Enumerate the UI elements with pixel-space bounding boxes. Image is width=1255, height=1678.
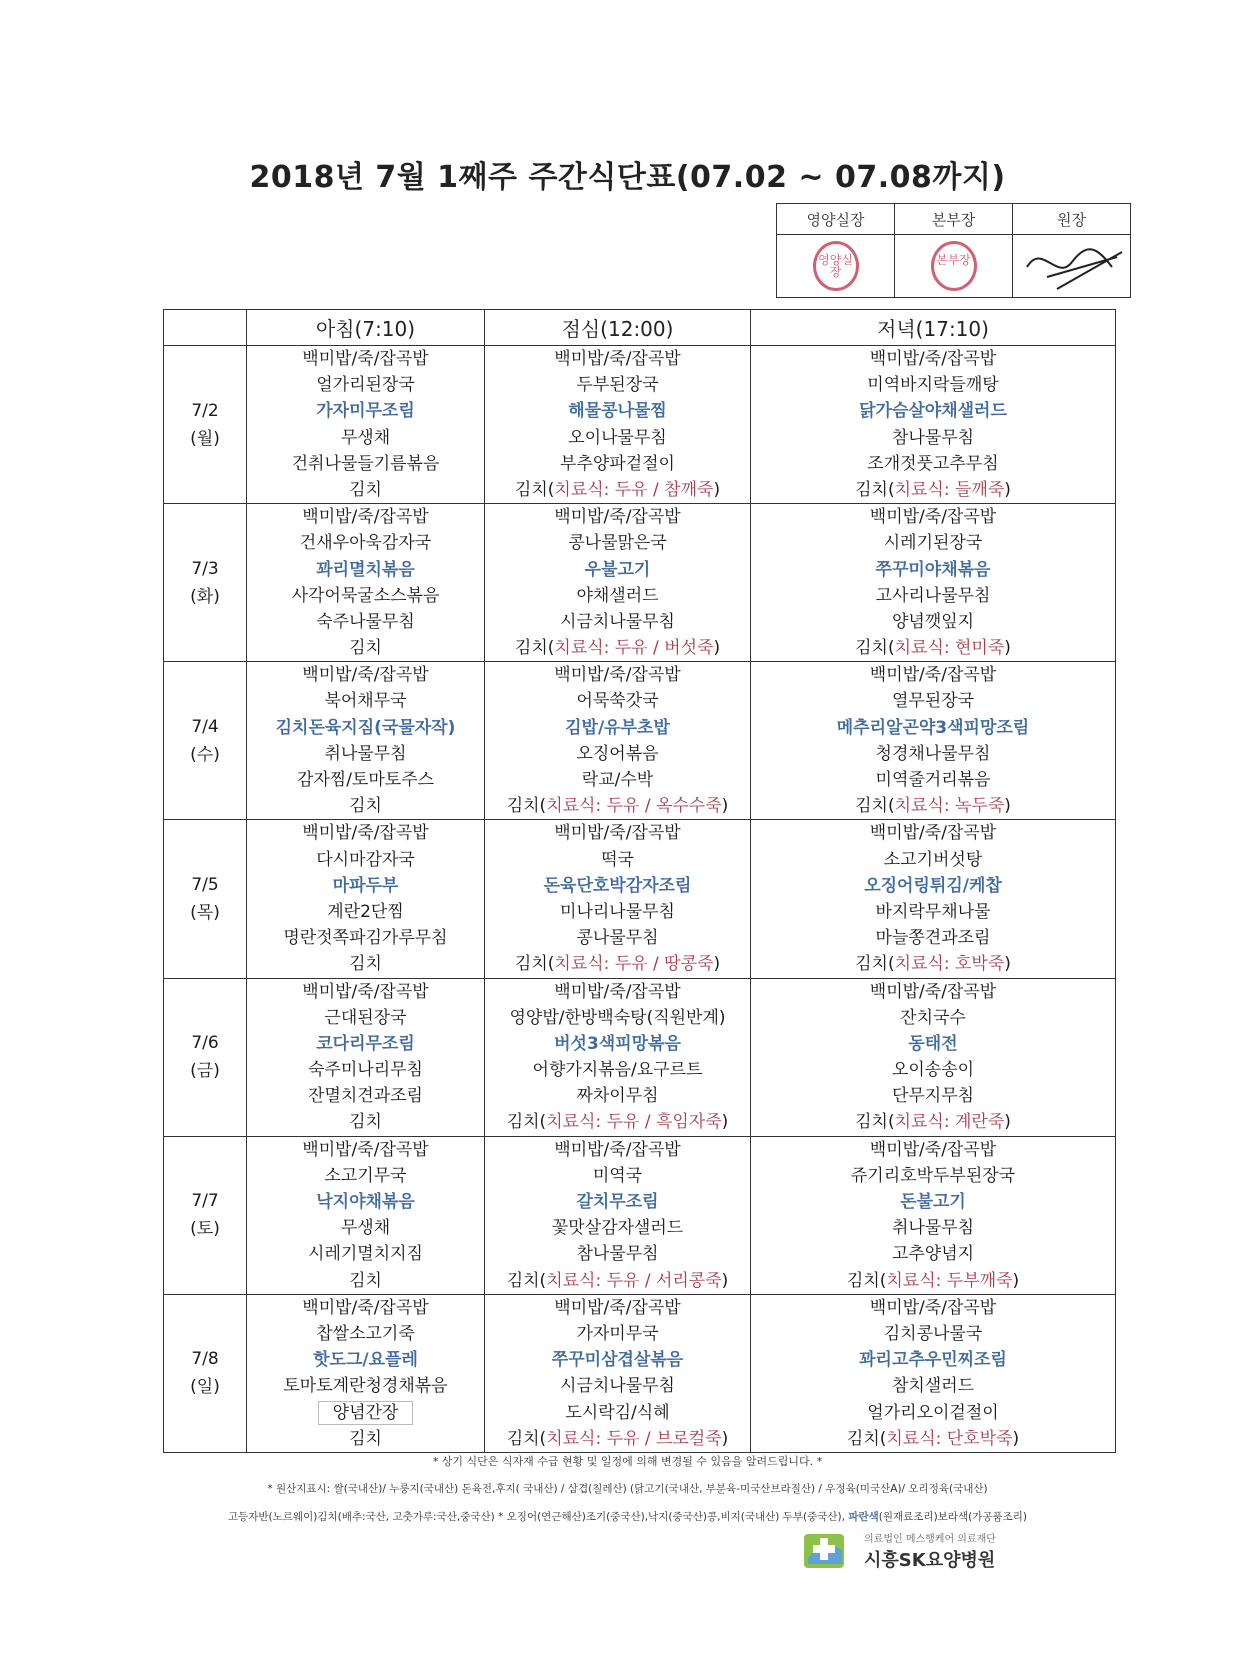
lunch-cell	[485, 978, 751, 1136]
hospital-logo	[802, 1530, 1062, 1580]
header-dinner: 저녁(17:10)	[751, 310, 1116, 346]
menu-item: 미나리나물무침	[560, 901, 675, 922]
menu-item: 김치콩나물국	[883, 1323, 983, 1344]
kimchi-therapy-item: 김치(치료식: 두유 / 버섯죽)	[514, 638, 721, 659]
main-dish: 김치돈육지짐(국물자작)	[275, 717, 456, 738]
therapy-note: 치료식: 두유 / 참깨죽	[554, 479, 714, 500]
dinner-cell	[751, 1136, 1116, 1294]
menu-item: 바지락무채나물	[875, 901, 991, 922]
day-row	[164, 662, 1116, 820]
menu-item: 김치	[349, 954, 382, 975]
header-lunch: 점심(12:00)	[485, 310, 751, 346]
day-row	[164, 1294, 1116, 1452]
lunch-cell	[485, 820, 751, 978]
main-dish: 핫도그/요플레	[313, 1350, 418, 1371]
menu-item: 취나물무침	[891, 1218, 975, 1239]
main-dish: 갈치무조림	[576, 1192, 659, 1212]
menu-item: 북어채무국	[324, 691, 407, 712]
approval-role-head: 원장	[1013, 204, 1131, 235]
menu-item: 김치	[349, 638, 382, 659]
day-weekday: (일)	[190, 1377, 220, 1398]
kimchi-therapy-item: 김치(치료식: 현미죽)	[855, 638, 1011, 659]
menu-item: 시레기멸치지짐	[308, 1244, 423, 1265]
day-weekday: (목)	[190, 902, 220, 923]
menu-item: 다시마감자국	[316, 849, 415, 870]
menu-item: 소고기무국	[324, 1165, 407, 1186]
menu-item: 양념간장	[247, 1400, 484, 1426]
day-label	[164, 346, 247, 504]
dinner-cell	[751, 820, 1116, 978]
kimchi-therapy-item: 김치(치료식: 두유 / 옥수수죽)	[506, 796, 729, 817]
menu-item: 얼가리된장국	[316, 375, 415, 396]
menu-item: 백미밥/죽/잡곡밥	[869, 981, 997, 1002]
kimchi-therapy-item: 김치(치료식: 두유 / 서리콩죽)	[506, 1270, 729, 1291]
lunch-cell	[485, 346, 751, 504]
therapy-note: 치료식: 호박죽	[894, 954, 1005, 975]
menu-item: 명란젓쪽파김가루무침	[283, 928, 448, 949]
menu-item: 얼가리오이겉절이	[867, 1402, 999, 1423]
menu-item: 시레기된장국	[883, 533, 983, 554]
kimchi-therapy-item: 김치(치료식: 녹두죽)	[855, 796, 1011, 817]
kimchi-therapy-item: 김치(치료식: 두유 / 땅콩죽)	[514, 954, 721, 975]
origin-notice-2: 고등자반(노르웨이)김치(배추:국산, 고춧가루:국산,중국산) * 오징어(연근해산)조기(중국산),낙지(중국산)콩,비지(국내산) 두부(중국산), 파란색(원재료조리)보라색(가공품조리)	[227, 1511, 1028, 1523]
menu-item: 백미밥/죽/잡곡밥	[869, 1297, 997, 1318]
menu-item: 콩나물맑은국	[568, 533, 667, 554]
menu-item: 콩나물무침	[576, 928, 659, 949]
breakfast-cell	[247, 1136, 485, 1294]
kimchi-therapy-item: 김치(치료식: 두유 / 참깨죽)	[514, 479, 721, 500]
origin-notice-1: * 원산지표시: 쌀(국내산)/ 누룽지(국내산) 돈육전,후지( 국내산) / 삼겹(칠레산) (닭고기(국내산, 부분육-미국산브라질산) / 우정육(미국산A)/ 오리정육(국내산)	[267, 1483, 988, 1495]
day-label	[164, 978, 247, 1136]
kimchi-therapy-item: 김치(치료식: 들깨죽)	[855, 479, 1011, 500]
menu-item: 꽃맛살감자샐러드	[551, 1218, 684, 1239]
approval-stamp-cell-2	[895, 235, 1013, 298]
breakfast-cell	[247, 504, 485, 662]
menu-item: 백미밥/죽/잡곡밥	[554, 665, 681, 686]
day-weekday: (화)	[190, 586, 220, 607]
menu-item: 백미밥/죽/잡곡밥	[554, 507, 681, 528]
menu-item: 백미밥/죽/잡곡밥	[869, 349, 997, 369]
approval-role-director: 본부장	[895, 204, 1013, 235]
menu-item: 김치	[349, 1428, 382, 1449]
day-date: 7/8	[191, 1349, 219, 1370]
menu-item: 김치	[349, 1112, 382, 1133]
main-dish: 메추리알곤약3색피망조림	[836, 717, 1030, 738]
main-dish: 가자미무조림	[316, 401, 415, 422]
menu-item: 오이송송이	[891, 1060, 975, 1081]
menu-item: 시금치나물무침	[560, 611, 675, 632]
lunch-cell	[485, 1136, 751, 1294]
menu-item: 떡국	[601, 849, 634, 870]
menu-item: 건취나물들기름볶음	[291, 453, 440, 474]
menu-item: 감자찜/토마토주스	[296, 770, 435, 790]
header-day	[164, 310, 247, 346]
breakfast-cell	[247, 820, 485, 978]
main-dish: 돈육단호박감자조림	[543, 875, 692, 896]
main-dish: 쭈꾸미삼겹살볶음	[551, 1350, 684, 1371]
therapy-note: 치료식: 두유 / 버섯죽	[554, 638, 714, 659]
hospital-logo-icon	[802, 1530, 848, 1572]
menu-item: 무생채	[340, 427, 391, 448]
weekly-menu-table	[163, 309, 1116, 1453]
menu-item: 미역바지락들깨탕	[867, 375, 999, 396]
menu-item: 가자미무국	[576, 1323, 659, 1344]
day-row	[164, 346, 1116, 504]
menu-item: 영양밥/한방백숙탕(직원반계)	[509, 1007, 726, 1028]
approval-signature-cell	[1013, 235, 1131, 298]
menu-item: 백미밥/죽/잡곡밥	[302, 349, 429, 369]
main-dish: 해물콩나물찜	[568, 401, 667, 422]
menu-item: 고추양념지	[891, 1244, 975, 1265]
logo-subtitle: 의료법인 메스행케어 의료재단	[864, 1534, 996, 1545]
therapy-note: 치료식: 두유 / 브로컬죽	[546, 1428, 722, 1449]
therapy-note: 치료식: 두유 / 땅콩죽	[554, 954, 714, 975]
kimchi-therapy-item: 김치(치료식: 단호박죽)	[846, 1428, 1020, 1449]
menu-item: 시금치나물무침	[560, 1376, 675, 1397]
main-dish: 돈불고기	[900, 1192, 966, 1212]
menu-item: 잔치국수	[900, 1007, 966, 1028]
main-dish: 쭈꾸미야채볶음	[875, 559, 991, 580]
menu-item: 소고기버섯탕	[883, 849, 983, 870]
page-title: 2018년 7월 1째주 주간식단표(07.02 ~ 07.08까지)	[249, 160, 1006, 195]
day-weekday: (금)	[190, 1061, 220, 1082]
day-label	[164, 504, 247, 662]
breakfast-cell	[247, 1294, 485, 1452]
main-dish: 우불고기	[584, 559, 651, 580]
menu-item: 숙주미나리무침	[308, 1060, 423, 1081]
dinner-cell	[751, 662, 1116, 820]
menu-item: 백미밥/죽/잡곡밥	[554, 349, 681, 369]
kimchi-therapy-item: 김치(치료식: 두유 / 브로컬죽)	[506, 1428, 729, 1449]
kimchi-therapy-item: 김치(치료식: 호박죽)	[855, 954, 1011, 975]
menu-item: 오징어볶음	[576, 743, 659, 764]
day-weekday: (월)	[190, 428, 220, 449]
menu-item: 오이나물무침	[568, 427, 667, 448]
day-label	[164, 1294, 247, 1452]
menu-item: 김치	[349, 796, 382, 817]
menu-item: 백미밥/죽/잡곡밥	[869, 507, 997, 528]
menu-item: 취나물무침	[324, 743, 407, 764]
menu-item: 백미밥/죽/잡곡밥	[554, 823, 681, 844]
menu-item: 어향가지볶음/요구르트	[532, 1060, 703, 1081]
day-label	[164, 1136, 247, 1294]
menu-item: 두부된장국	[576, 375, 659, 396]
menu-item: 백미밥/죽/잡곡밥	[554, 981, 681, 1002]
therapy-note: 치료식: 두유 / 서리콩죽	[546, 1270, 722, 1291]
menu-item: 어묵쑥갓국	[576, 691, 659, 712]
day-row	[164, 820, 1116, 978]
therapy-note: 치료식: 계란죽	[894, 1112, 1005, 1133]
menu-item: 백미밥/죽/잡곡밥	[869, 665, 997, 686]
day-weekday: (토)	[190, 1219, 220, 1240]
day-weekday: (수)	[190, 744, 220, 765]
dinner-cell	[751, 1294, 1116, 1452]
day-label	[164, 662, 247, 820]
menu-item: 양념깻잎지	[891, 611, 975, 632]
day-date: 7/4	[191, 716, 219, 737]
main-dish: 꽈리고추우민찌조림	[859, 1350, 1007, 1371]
main-dish: 오징어링튀김/케찹	[864, 875, 1002, 896]
menu-item: 조개젓풋고추무침	[867, 453, 999, 474]
day-row	[164, 1136, 1116, 1294]
therapy-note: 치료식: 들깨죽	[894, 479, 1005, 500]
change-notice: * 상기 식단은 식자재 수급 현황 및 일정에 의해 변경될 수 있음을 알려드립니다. *	[432, 1455, 823, 1468]
therapy-note: 치료식: 단호박죽	[886, 1428, 1013, 1449]
menu-item: 부추양파겉절이	[560, 453, 675, 474]
menu-item: 백미밥/죽/잡곡밥	[302, 507, 429, 528]
menu-item: 잔멸치견과조림	[308, 1086, 423, 1107]
menu-item: 백미밥/죽/잡곡밥	[302, 1297, 429, 1318]
day-date: 7/2	[191, 400, 219, 421]
header-breakfast: 아침(7:10)	[247, 310, 485, 346]
main-dish: 코다리무조림	[316, 1033, 415, 1054]
lunch-cell	[485, 662, 751, 820]
menu-item: 근대된장국	[324, 1007, 407, 1028]
lunch-cell	[485, 1294, 751, 1452]
menu-item: 토마토계란청경채볶음	[283, 1376, 448, 1397]
menu-item: 무생채	[340, 1218, 391, 1239]
signature-icon	[1017, 237, 1127, 292]
main-dish: 버섯3색피망볶음	[554, 1033, 681, 1054]
day-date: 7/7	[191, 1191, 219, 1212]
menu-item: 마늘쫑견과조림	[875, 928, 991, 949]
menu-item: 참치샐러드	[891, 1376, 975, 1397]
kimchi-therapy-item: 김치(치료식: 계란죽)	[855, 1112, 1011, 1133]
menu-item: 청경채나물무침	[875, 743, 991, 764]
menu-item: 참나물무침	[891, 427, 975, 448]
breakfast-cell	[247, 346, 485, 504]
main-dish: 동태전	[908, 1033, 958, 1054]
menu-item: 백미밥/죽/잡곡밥	[302, 981, 429, 1002]
menu-item: 단무지무침	[891, 1086, 975, 1107]
logo-name: 시흥SK요양병원	[864, 1550, 996, 1571]
approval-role-nutrition: 영양실장	[777, 204, 895, 235]
menu-item: 도시락김/식혜	[565, 1402, 670, 1423]
menu-item: 백미밥/죽/잡곡밥	[869, 1139, 997, 1160]
dinner-cell	[751, 978, 1116, 1136]
menu-item: 백미밥/죽/잡곡밥	[302, 665, 429, 686]
day-date: 7/6	[191, 1033, 219, 1054]
day-date: 7/5	[191, 874, 219, 895]
main-dish: 김밥/유부초밥	[565, 717, 670, 738]
kimchi-therapy-item: 김치(치료식: 두유 / 흑임자죽)	[506, 1112, 729, 1133]
day-label	[164, 820, 247, 978]
menu-item: 미역국	[592, 1165, 643, 1186]
main-dish: 꽈리멸치볶음	[316, 559, 415, 580]
therapy-note: 치료식: 두유 / 옥수수죽	[546, 796, 722, 817]
breakfast-cell	[247, 978, 485, 1136]
menu-item: 쥬기리호박두부된장국	[850, 1165, 1016, 1186]
approval-box	[776, 203, 1131, 298]
menu-item: 백미밥/죽/잡곡밥	[554, 1139, 681, 1160]
seal-stamp-icon: 영양실장	[813, 241, 859, 291]
menu-item: 백미밥/죽/잡곡밥	[302, 823, 429, 844]
therapy-note: 치료식: 두부깨죽	[886, 1270, 1013, 1291]
day-date: 7/3	[191, 558, 219, 579]
dinner-cell	[751, 346, 1116, 504]
menu-item: 찹쌀소고기죽	[316, 1323, 415, 1344]
menu-item: 짜차이무침	[576, 1086, 659, 1107]
breakfast-cell	[247, 662, 485, 820]
menu-item: 락교/수박	[581, 770, 654, 790]
menu-item: 백미밥/죽/잡곡밥	[554, 1297, 681, 1318]
menu-item: 계란2단찜	[327, 901, 404, 922]
day-row	[164, 504, 1116, 662]
menu-item: 백미밥/죽/잡곡밥	[302, 1139, 429, 1160]
day-row	[164, 978, 1116, 1136]
main-dish: 낙지야채볶음	[316, 1192, 415, 1212]
approval-stamp-cell-1	[777, 235, 895, 298]
dinner-cell	[751, 504, 1116, 662]
therapy-note: 치료식: 녹두죽	[894, 796, 1005, 817]
menu-item: 숙주나물무침	[316, 611, 415, 632]
menu-item: 김치	[349, 1270, 382, 1291]
menu-item: 열무된장국	[891, 691, 975, 712]
menu-item: 김치	[349, 479, 382, 500]
main-dish: 마파두부	[332, 875, 399, 896]
lunch-cell	[485, 504, 751, 662]
menu-item: 건새우아욱감자국	[299, 533, 432, 554]
therapy-note: 치료식: 현미죽	[894, 638, 1005, 659]
seal-stamp-icon: 본부장	[931, 241, 977, 291]
kimchi-therapy-item: 김치(치료식: 두부깨죽)	[846, 1270, 1020, 1291]
menu-item: 참나물무침	[576, 1244, 659, 1265]
menu-item: 고사리나물무침	[875, 585, 991, 606]
menu-item: 사각어묵굴소스볶음	[291, 585, 440, 606]
main-dish: 닭가슴살야채샐러드	[859, 401, 1007, 422]
menu-item: 야채샐러드	[576, 585, 659, 606]
therapy-note: 치료식: 두유 / 흑임자죽	[546, 1112, 722, 1133]
menu-item: 미역줄거리볶음	[875, 770, 991, 790]
menu-item: 백미밥/죽/잡곡밥	[869, 823, 997, 844]
